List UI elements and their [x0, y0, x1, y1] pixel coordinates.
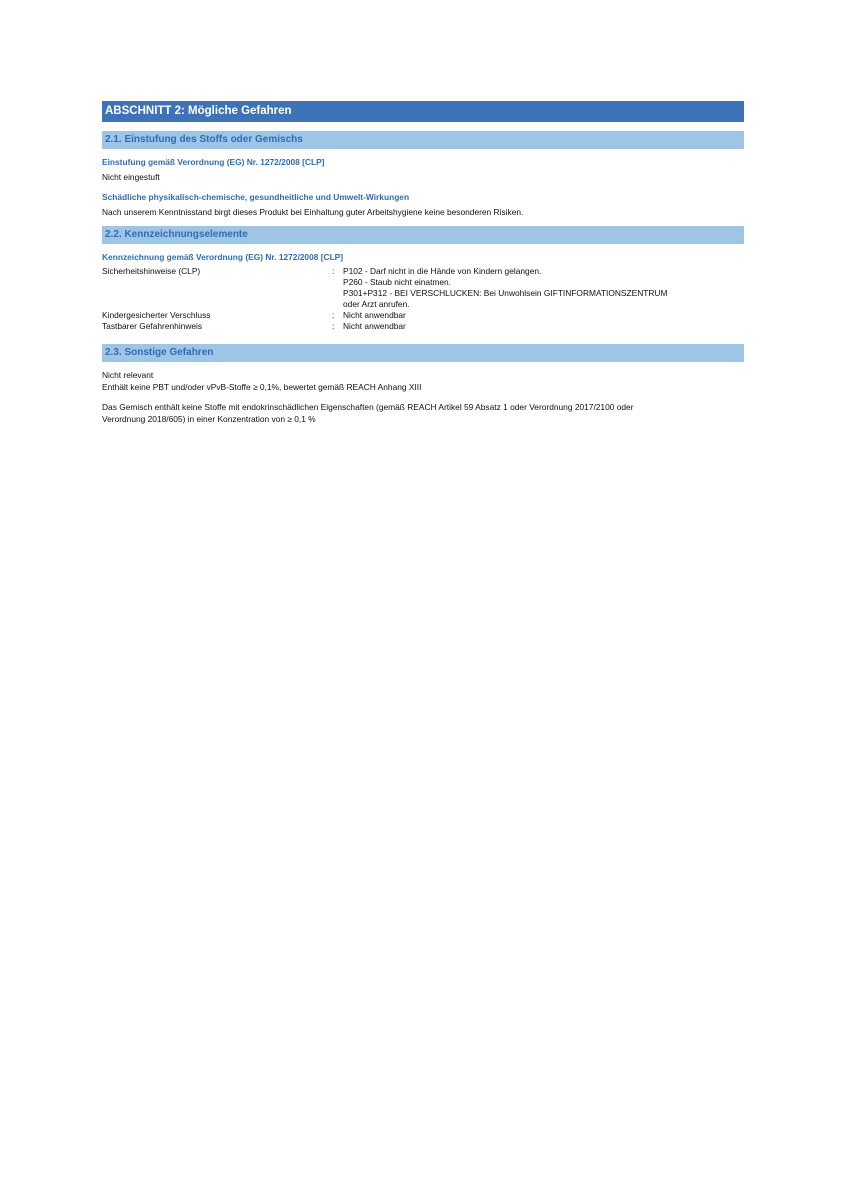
labelling-value: [343, 266, 744, 310]
precaution-line: P260 - Staub nicht einatmen.: [343, 277, 452, 287]
labelling-key: Sicherheitshinweise (CLP): [102, 266, 201, 276]
labelling-separator: :: [332, 321, 335, 331]
endocrine-paragraph-line: Verordnung 2018/605) in einer Konzentration von ≥ 0,1 %: [102, 414, 316, 424]
effects-text: Nach unserem Kenntnisstand birgt dieses Produkt bei Einhaltung guter Arbeitshygiene keine besonderen Risiken.: [102, 207, 524, 217]
other-hazards-line: Nicht relevant: [102, 370, 154, 380]
labelling-separator: :: [332, 310, 335, 320]
labelling-value-line: Nicht anwendbar: [343, 321, 406, 331]
labelling-value: [343, 310, 744, 321]
labelling-value: [343, 321, 744, 332]
endocrine-paragraph-line: Das Gemisch enthält keine Stoffe mit endokrinschädlichen Eigenschaften (gemäß REACH Artikel 59 Absatz 1 oder Verordnung 2017/2100 oder: [102, 402, 634, 412]
subsection-2-2-title: 2.2. Kennzeichnungselemente: [102, 226, 744, 244]
labelling-key: Tastbarer Gefahrenhinweis: [102, 321, 203, 331]
precaution-line: oder Arzt anrufen.: [343, 299, 410, 309]
labelling-separator: :: [332, 266, 335, 276]
precaution-line: P301+P312 - BEI VERSCHLUCKEN: Bei Unwohlsein GIFTINFORMATIONSZENTRUM: [343, 288, 668, 298]
subsection-2-1-title: 2.1. Einstufung des Stoffs oder Gemischs: [102, 131, 744, 149]
labelling-row: [102, 321, 744, 332]
effects-block: [102, 191, 744, 218]
clp-classification-block: [102, 156, 744, 183]
other-hazards-line: Enthält keine PBT und/oder vPvB-Stoffe ≥ 0,1%, bewertet gemäß REACH Anhang XIII: [102, 382, 422, 392]
sds-page: [102, 101, 744, 425]
labelling-row: [102, 310, 744, 321]
labelling-row: [102, 266, 744, 310]
effects-label: Schädliche physikalisch-chemische, gesundheitliche und Umwelt-Wirkungen: [102, 192, 410, 202]
precaution-line: P102 - Darf nicht in die Hände von Kindern gelangen.: [343, 266, 542, 276]
labelling-value-line: Nicht anwendbar: [343, 310, 406, 320]
clp-classification-label: Einstufung gemäß Verordnung (EG) Nr. 1272/2008 [CLP]: [102, 157, 325, 167]
labelling-key: Kindergesicherter Verschluss: [102, 310, 211, 320]
clp-classification-value: Nicht eingestuft: [102, 172, 160, 182]
subsection-2-3-title: 2.3. Sonstige Gefahren: [102, 344, 744, 362]
labelling-table: [102, 266, 744, 332]
labelling-label: Kennzeichnung gemäß Verordnung (EG) Nr. 1272/2008 [CLP]: [102, 252, 344, 262]
section-title: ABSCHNITT 2: Mögliche Gefahren: [102, 101, 744, 122]
